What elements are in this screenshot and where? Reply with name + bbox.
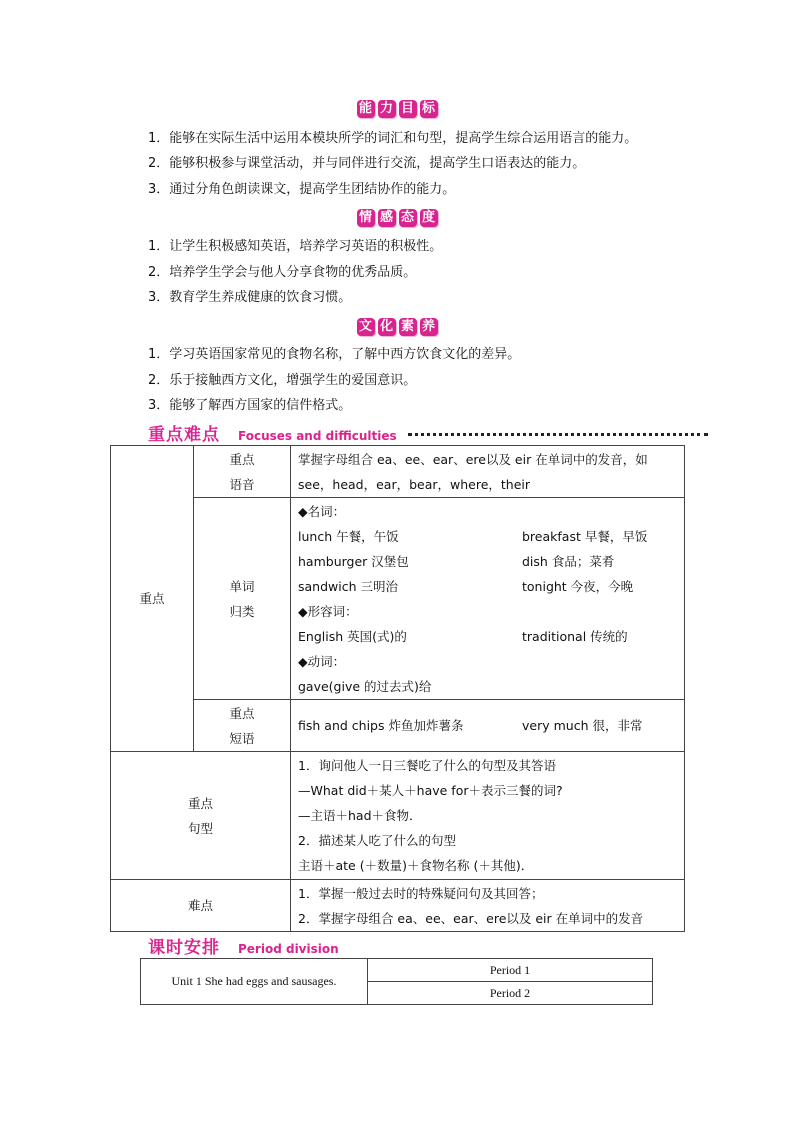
title-char: 目	[399, 100, 417, 118]
verb-item: gave(give 的过去式)给	[298, 678, 432, 694]
focus-section-en: Focuses and difficulties	[238, 429, 397, 443]
phrases-label: 重点 短语	[194, 700, 291, 752]
culture-item: 2．乐于接触西方文化，增强学生的爱国意识。	[148, 373, 417, 388]
pron-content: 掌握字母组合 ea、ee、ear、ere以及 eir 在单词中的发音，如 see，head，ear，bear，where，their	[291, 446, 685, 498]
focus-section-zh: 重点难点	[148, 425, 220, 445]
verb-heading: ◆动词：	[298, 653, 346, 669]
pron-label: 重点 语音	[194, 446, 291, 498]
period-table	[140, 958, 653, 1005]
ability-item: 2．能够积极参与课堂活动，并与同伴进行交流，提高学生口语表达的能力。	[148, 156, 586, 171]
culture-item: 3．能够了解西方国家的信件格式。	[148, 398, 352, 413]
focus-section-header	[148, 420, 397, 445]
title-char: 态	[399, 209, 417, 227]
word-row: sandwich 三明治 tonight 今夜，今晚	[298, 578, 634, 594]
word-row: hamburger 汉堡包 dish 食品；菜肴	[298, 553, 615, 569]
title-char: 文	[357, 318, 375, 336]
title-char: 标	[420, 100, 438, 118]
period-section-header	[148, 933, 339, 958]
title-char: 力	[378, 100, 396, 118]
phrases-content: fish and chips 炸鱼加炸薯条 very much 很，非常	[291, 700, 685, 752]
emotion-item: 1．让学生积极感知英语，培养学习英语的积极性。	[148, 239, 443, 254]
title-char: 化	[378, 318, 396, 336]
difficult-content: 1．掌握一般过去时的特殊疑问句及其回答； 2．掌握字母组合 ea、ee、ear、ere以及 eir 在单词中的发音	[291, 880, 685, 932]
word-row: English 英国(式)的 traditional 传统的	[298, 628, 628, 644]
words-content	[291, 498, 685, 700]
emotion-title	[0, 209, 794, 227]
noun-heading: ◆名词：	[298, 503, 346, 519]
title-char: 素	[399, 318, 417, 336]
title-char: 度	[420, 209, 438, 227]
emotion-item: 2．培养学生学会与他人分享食物的优秀品质。	[148, 265, 417, 280]
title-char: 能	[357, 100, 375, 118]
title-char: 感	[378, 209, 396, 227]
dotted-divider	[408, 433, 708, 436]
culture-title	[0, 318, 794, 336]
sentences-content: 1．询问他人一日三餐吃了什么的句型及其答语 —What did＋某人＋have for＋表示三餐的词? —主语＋had＋食物． 2．描述某人吃了什么的句型 主语＋ate (＋数量)＋食物名称 (＋其他)．	[291, 752, 685, 880]
ability-title	[0, 100, 794, 118]
ability-item: 3．通过分角色朗读课文，提高学生团结协作的能力。	[148, 182, 456, 197]
word-row: lunch 午餐，午饭 breakfast 早餐，早饭	[298, 528, 648, 544]
title-char: 养	[420, 318, 438, 336]
focus-table	[110, 445, 685, 932]
sentences-label: 重点 句型	[111, 752, 291, 880]
period-section-zh: 课时安排	[148, 938, 220, 958]
words-label: 单词 归类	[194, 498, 291, 700]
unit-title: Unit 1 She had eggs and sausages.	[141, 959, 368, 1005]
period-section-en: Period division	[238, 942, 339, 956]
difficult-label: 难点	[111, 880, 291, 932]
period-1: Period 1	[368, 959, 653, 982]
key-points-label: 重点	[111, 446, 194, 752]
culture-item: 1．学习英语国家常见的食物名称，了解中西方饮食文化的差异。	[148, 347, 521, 362]
emotion-item: 3．教育学生养成健康的饮食习惯。	[148, 290, 352, 305]
adj-heading: ◆形容词：	[298, 603, 358, 619]
period-2: Period 2	[368, 982, 653, 1005]
ability-item: 1．能够在实际生活中运用本模块所学的词汇和句型，提高学生综合运用语言的能力。	[148, 131, 638, 146]
title-char: 情	[357, 209, 375, 227]
